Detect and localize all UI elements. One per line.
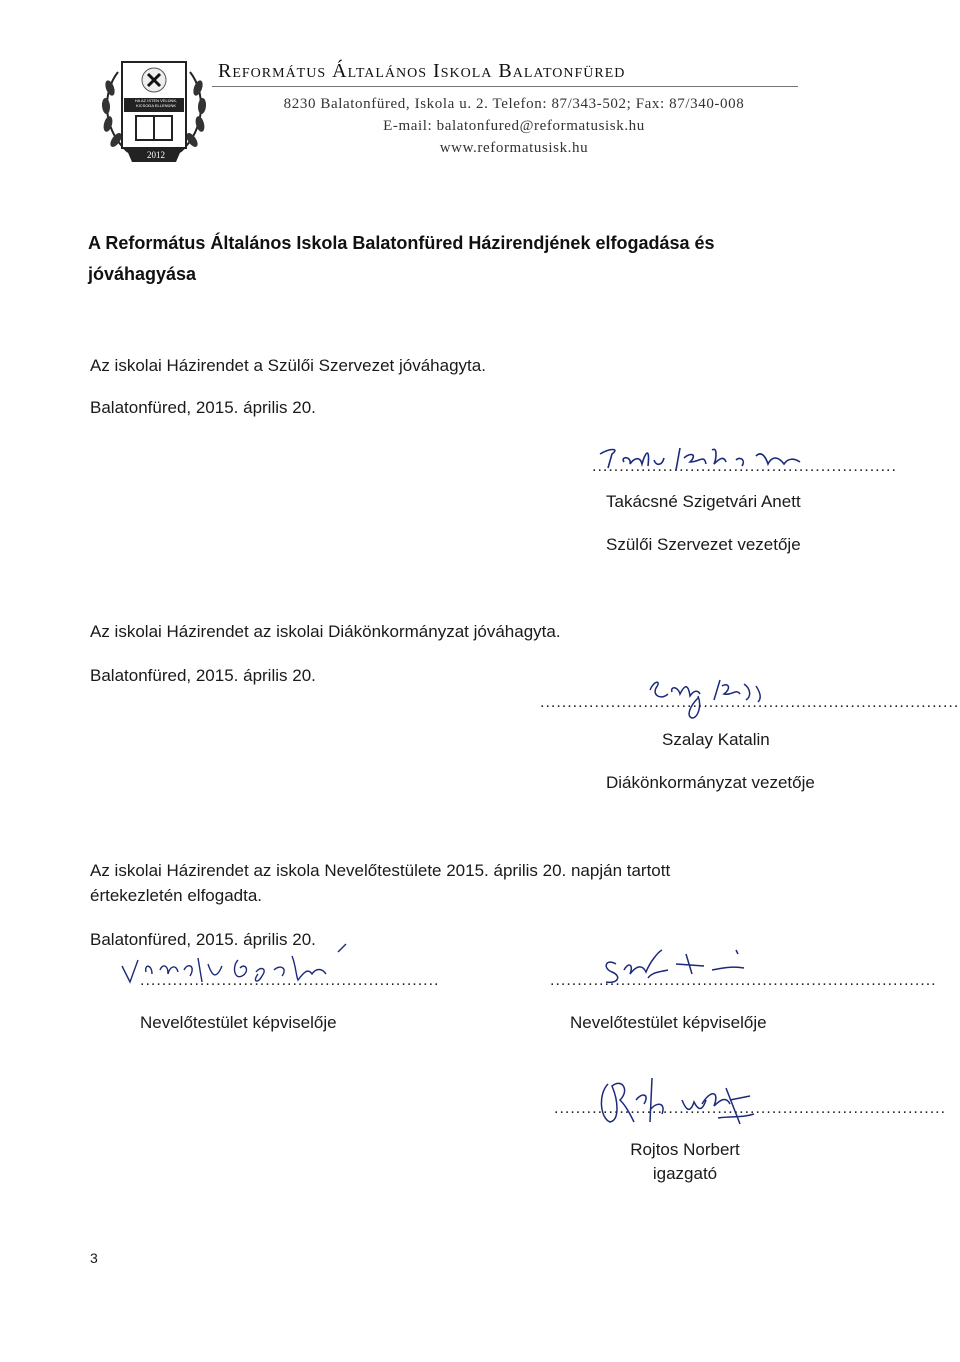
letterhead-divider <box>212 86 798 87</box>
section2-signer-name: Szalay Katalin <box>662 730 770 749</box>
logo-banner-text: HA AZ ISTEN VELÜNK, KICSODA ELLENÜNK <box>134 98 178 108</box>
signature-line-4: ........................................................................ <box>554 1100 947 1117</box>
signature-line-2: ............................................................................. <box>540 694 960 711</box>
document-title: A Református Általános Iskola Balatonfüred Házirendjének elfogadása és jóváhagyása <box>88 233 715 284</box>
school-name: Református Általános Iskola Balatonfüred <box>218 60 626 82</box>
section1-place-date: Balatonfüred, 2015. április 20. <box>90 398 316 417</box>
school-email: E-mail: balatonfured@reformatusisk.hu <box>383 118 645 134</box>
section3-right-role: Nevelőtestület képviselője <box>570 1013 767 1032</box>
signature-line-3b: ....................................................................... <box>550 972 937 989</box>
section1-signer-name: Takácsné Szigetvári Anett <box>606 492 801 511</box>
section3-statement: Az iskolai Házirendet az iskola Nevelőtestülete 2015. április 20. napján tartott értekezletén elfogadta. <box>90 861 671 905</box>
logo-year: 2012 <box>147 150 165 160</box>
section3-place-date: Balatonfüred, 2015. április 20. <box>90 930 316 949</box>
school-address: 8230 Balatonfüred, Iskola u. 2. Telefon: 87/343-502; Fax: 87/340-008 <box>283 96 745 112</box>
school-logo <box>98 52 210 164</box>
principal-role: igazgató <box>652 1164 718 1183</box>
signature-line-1: ........................................................ <box>592 458 897 475</box>
section2-place-date: Balatonfüred, 2015. április 20. <box>90 666 316 685</box>
signature-line-3a: ....................................................... <box>140 972 440 989</box>
section2-statement: Az iskolai Házirendet az iskolai Diákönkormányzat jóváhagyta. <box>90 622 561 641</box>
section1-signer-role: Szülői Szervezet vezetője <box>606 535 801 554</box>
section1-statement: Az iskolai Házirendet a Szülői Szervezet jóváhagyta. <box>90 356 486 375</box>
page-number: 3 <box>90 1250 98 1266</box>
school-website: www.reformatusisk.hu <box>439 140 589 156</box>
principal-name: Rojtos Norbert <box>630 1140 740 1159</box>
section3-left-role: Nevelőtestület képviselője <box>140 1013 337 1032</box>
section2-signer-role: Diákönkormányzat vezetője <box>606 773 815 792</box>
